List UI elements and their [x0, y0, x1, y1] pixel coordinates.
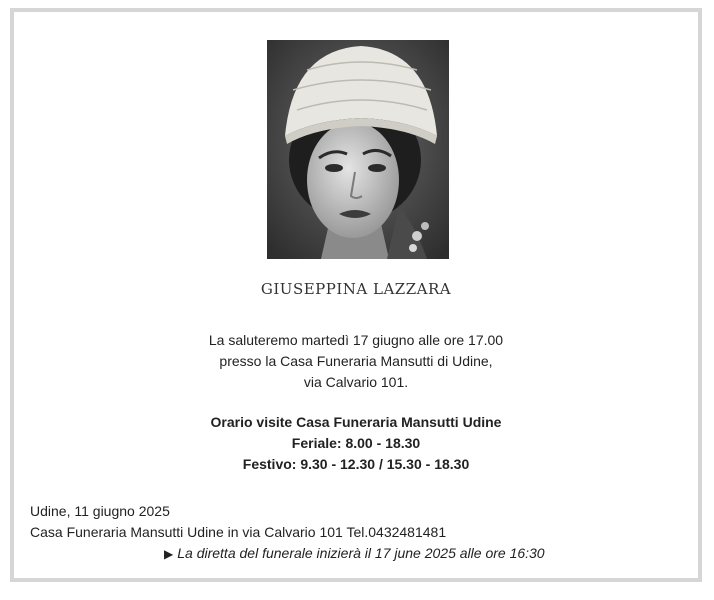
live-stream-text[interactable]: La diretta del funerale inizierà il 17 june 2025 alle ore 16:30 [177, 545, 545, 561]
play-arrow-icon: ▶ [164, 547, 174, 561]
place-date: Udine, 11 giugno 2025 [30, 503, 170, 519]
deceased-portrait [267, 40, 449, 259]
footer [30, 501, 690, 565]
visiting-hours-title: Orario visite Casa Funeraria Mansutti Udine [210, 414, 502, 430]
visiting-hours [14, 412, 698, 475]
visiting-hours-weekdays: Feriale: 8.00 - 18.30 [291, 435, 421, 451]
visiting-hours-holidays: Festivo: 9.30 - 12.30 / 15.30 - 18.30 [242, 456, 470, 472]
obituary-card [10, 8, 702, 582]
funeral-service-info [14, 330, 698, 393]
service-line: presso la Casa Funeraria Mansutti di Udine, [219, 353, 493, 369]
deceased-name: GIUSEPPINA LAZZARA [260, 280, 452, 298]
live-stream-link[interactable] [30, 543, 690, 565]
service-line: La saluteremo martedì 17 giugno alle ore 17.00 [208, 332, 504, 348]
service-line: via Calvario 101. [303, 374, 409, 390]
funeral-home-contact: Casa Funeraria Mansutti Udine in via Calvario 101 Tel.0432481481 [30, 524, 447, 540]
